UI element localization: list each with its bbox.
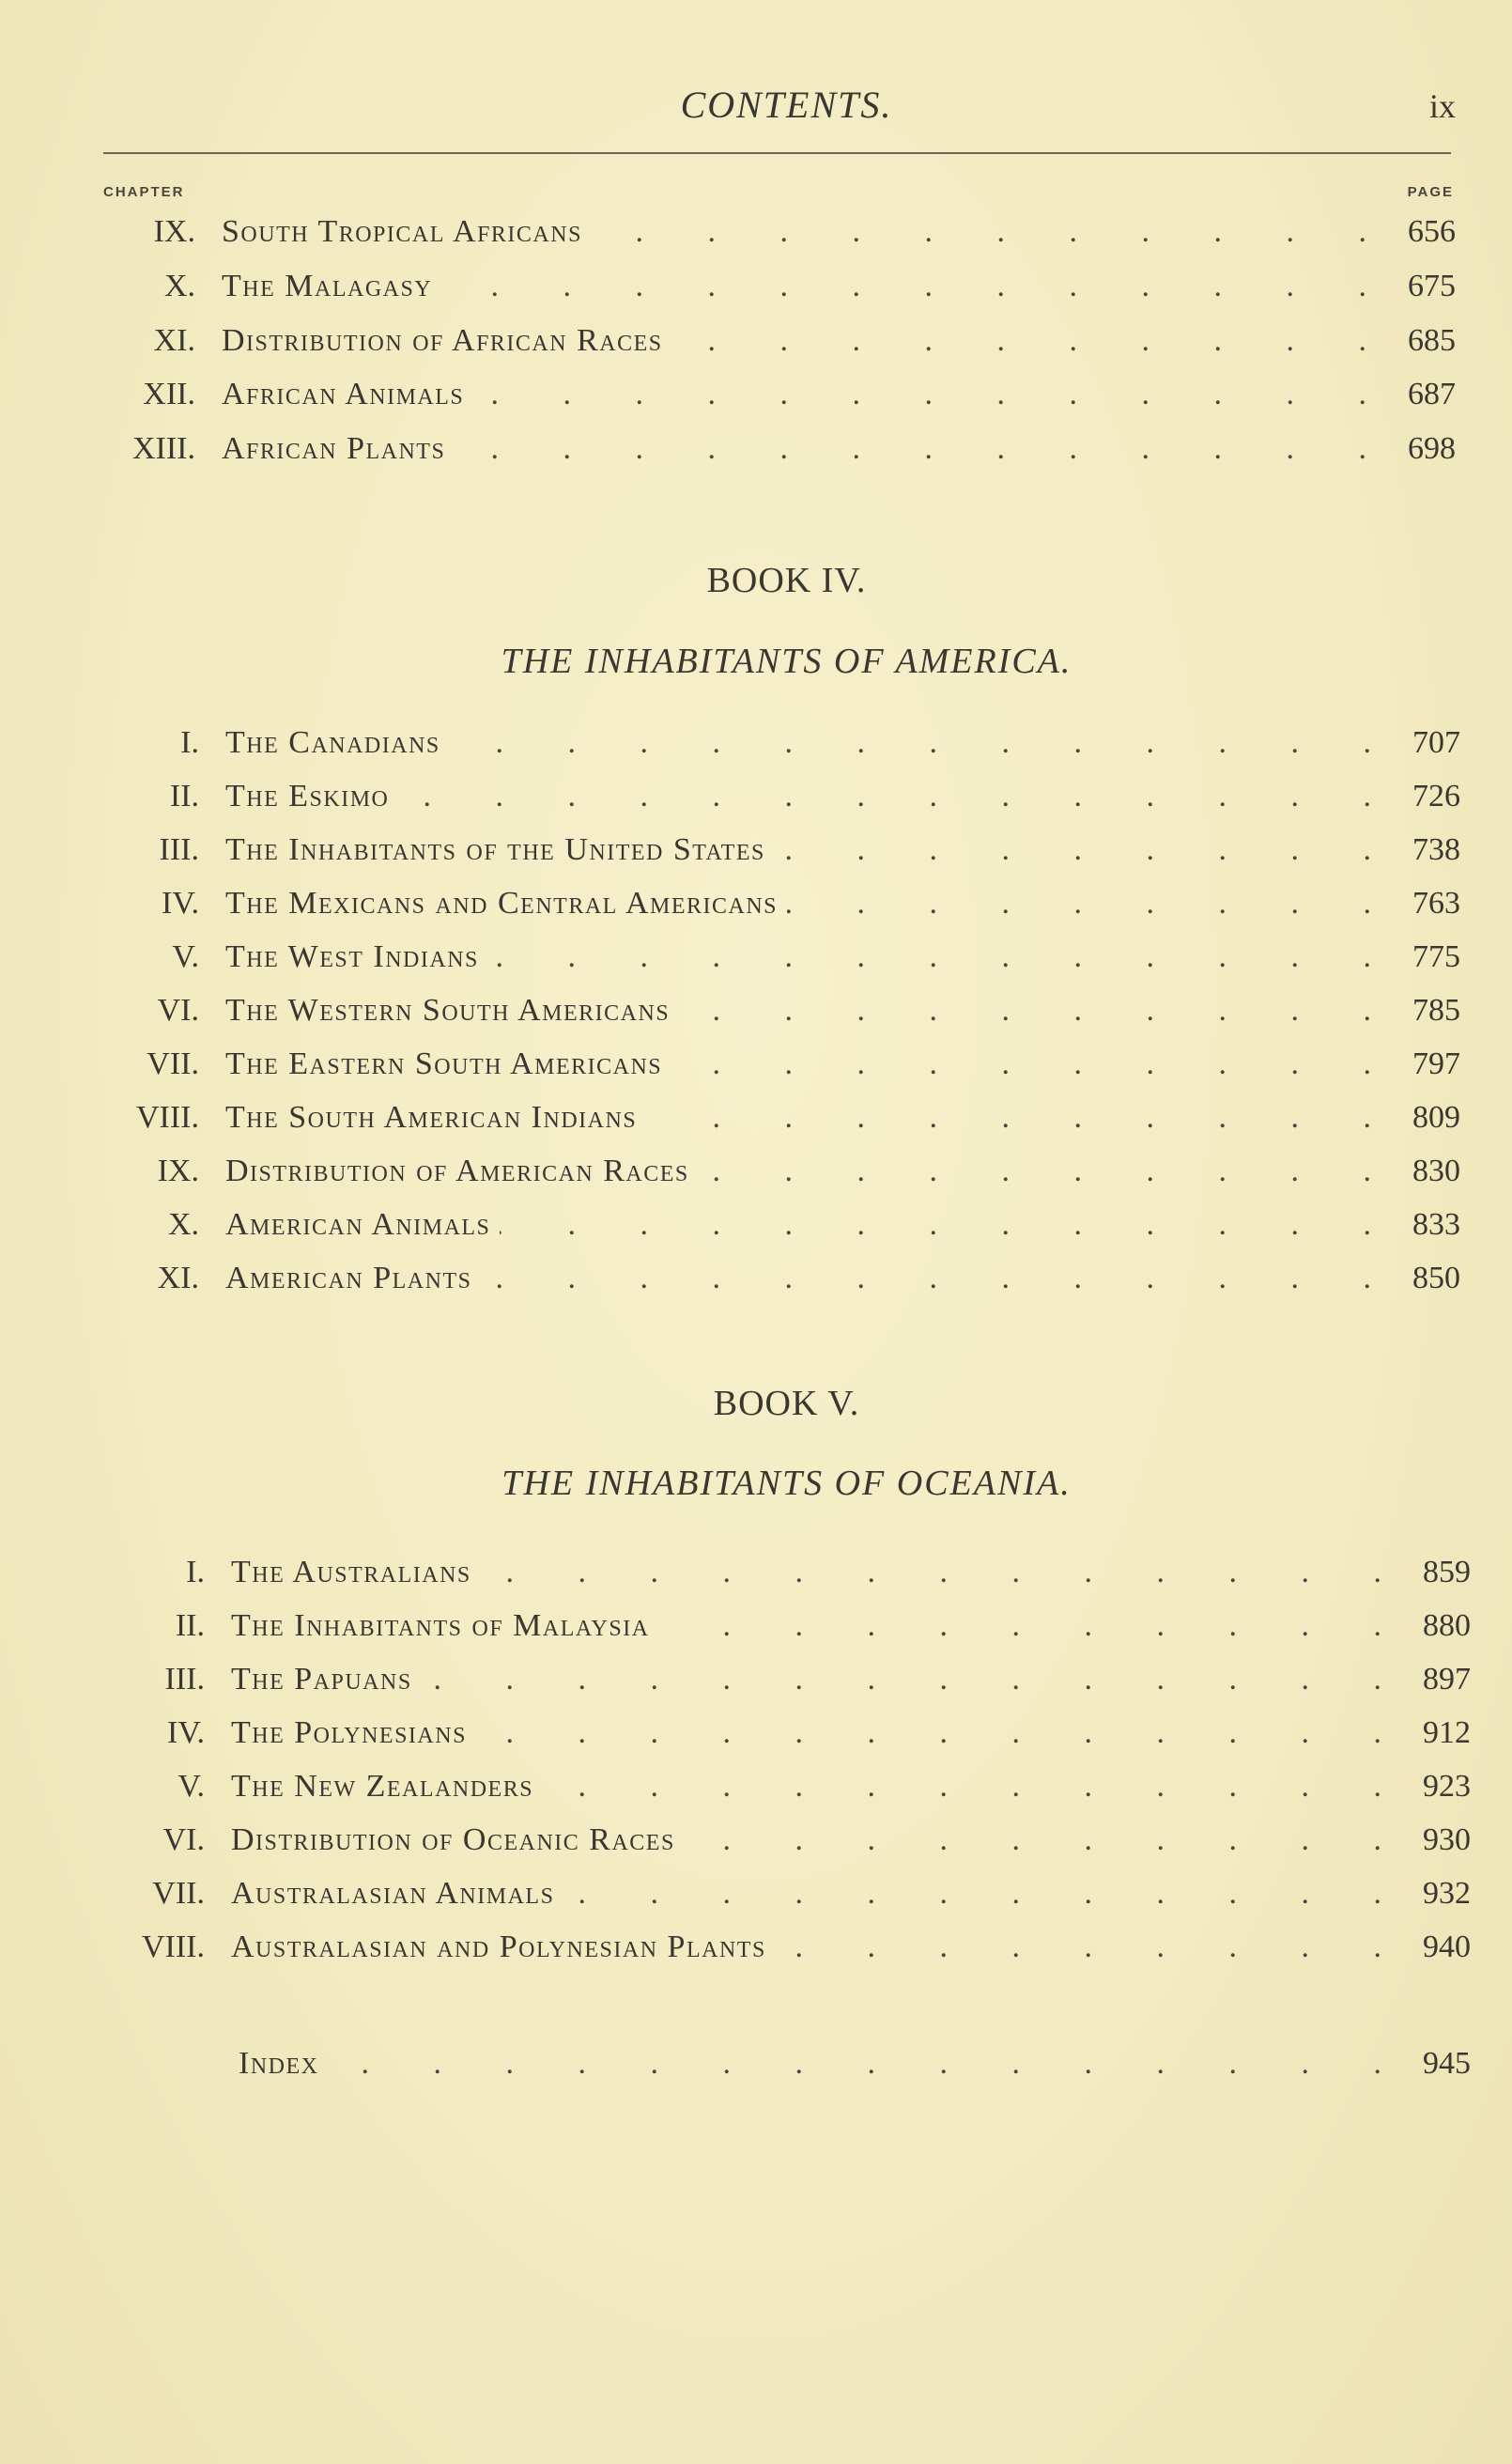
chapter-number: VI.	[157, 993, 199, 1028]
page-reference: 775	[1412, 939, 1460, 974]
chapter-number: X.	[167, 1207, 199, 1242]
toc-entry[interactable]	[94, 984, 1460, 1038]
dot-leader	[481, 1251, 1399, 1306]
page-reference: 940	[1423, 1929, 1471, 1964]
dot-leader	[646, 1091, 1399, 1145]
chapter-title: The Western South Americans	[225, 993, 671, 1028]
book5-subtitle: THE INHABITANTS OF OCEANIA.	[501, 1464, 1072, 1503]
chapter-title: Distribution of Oceanic Races	[231, 1822, 675, 1857]
chapter-number: V.	[172, 939, 199, 974]
chapter-number: IX.	[153, 214, 195, 249]
toc-entry[interactable]	[94, 716, 1460, 770]
dot-leader	[398, 769, 1399, 824]
toc-entry[interactable]	[94, 1599, 1471, 1653]
chapter-title: The Mexicans and Central Americans	[225, 886, 779, 921]
dot-leader	[776, 1920, 1410, 1975]
page-reference: 912	[1423, 1715, 1471, 1750]
chapter-number: X.	[163, 269, 195, 303]
header-rule	[103, 152, 1451, 154]
toc-entry[interactable]	[94, 1813, 1471, 1867]
toc-entry[interactable]	[94, 1545, 1471, 1600]
toc-entry[interactable]	[94, 259, 1456, 314]
chapter-title: The Australians	[231, 1555, 471, 1589]
dot-leader	[473, 367, 1395, 422]
dot-leader	[481, 1545, 1410, 1600]
toc-entry[interactable]	[94, 930, 1460, 984]
page-reference: 897	[1423, 1662, 1471, 1697]
page-reference: 738	[1412, 832, 1460, 867]
toc-entry[interactable]	[94, 1652, 1471, 1707]
chapter-title: African Plants	[222, 431, 446, 466]
chapter-title: The Malagasy	[222, 269, 433, 303]
page-reference: 809	[1412, 1100, 1460, 1135]
chapter-title: African Animals	[222, 377, 465, 411]
page-reference: 656	[1408, 214, 1456, 249]
chapter-title: The Polynesians	[231, 1715, 467, 1750]
dot-leader	[592, 205, 1395, 259]
chapter-number: IV.	[167, 1715, 205, 1750]
page-reference: 685	[1408, 323, 1456, 358]
chapter-title: Australasian Animals	[231, 1876, 555, 1911]
page-reference: 785	[1412, 993, 1460, 1028]
chapter-title: The West Indians	[225, 939, 479, 974]
page-reference: 850	[1412, 1261, 1460, 1295]
book4-subtitle: THE INHABITANTS OF AMERICA.	[501, 642, 1072, 681]
dot-leader	[787, 876, 1399, 931]
page-column-label: PAGE	[1407, 184, 1454, 200]
toc-entry[interactable]	[239, 2037, 1471, 2091]
dot-leader	[685, 1813, 1410, 1867]
dot-leader	[455, 422, 1395, 476]
chapter-title: Distribution of American Races	[225, 1154, 689, 1188]
page-reference: 930	[1423, 1822, 1471, 1857]
page-reference: 698	[1408, 431, 1456, 466]
chapter-number: IX.	[157, 1154, 199, 1188]
toc-entry[interactable]	[94, 1198, 1460, 1252]
chapter-number: XI.	[157, 1261, 199, 1295]
page-reference: 687	[1408, 377, 1456, 411]
page-reference: 763	[1412, 886, 1460, 921]
chapter-number: V.	[177, 1769, 205, 1804]
chapter-title: The Eastern South Americans	[225, 1046, 663, 1081]
chapter-title: Australasian and Polynesian Plants	[231, 1929, 766, 1964]
toc-entry[interactable]	[94, 1867, 1471, 1921]
page-reference: 932	[1423, 1876, 1471, 1911]
dot-leader	[659, 1599, 1410, 1653]
dot-leader	[543, 1759, 1410, 1814]
toc-entry[interactable]	[94, 367, 1456, 422]
chapter-number: VI.	[162, 1822, 205, 1857]
chapter-number: XIII.	[131, 431, 195, 466]
chapter-number: II.	[175, 1608, 205, 1643]
chapter-number: III.	[164, 1662, 205, 1697]
page-reference: 707	[1412, 725, 1460, 760]
chapter-title: The Eskimo	[225, 779, 390, 814]
toc-entry[interactable]	[94, 876, 1460, 931]
dot-leader	[671, 1037, 1399, 1092]
chapter-number: XII.	[143, 377, 195, 411]
chapter-title: South Tropical Africans	[222, 214, 582, 249]
page-reference: 859	[1423, 1555, 1471, 1589]
page-reference: 797	[1412, 1046, 1460, 1081]
chapter-number: VIII.	[135, 1100, 199, 1135]
dot-leader	[476, 1706, 1410, 1760]
chapter-number: VIII.	[141, 1929, 205, 1964]
toc-entry[interactable]	[94, 1037, 1460, 1092]
dot-leader	[775, 823, 1399, 877]
chapter-title: American Animals	[225, 1207, 491, 1242]
chapter-title: The Papuans	[231, 1662, 412, 1697]
chapter-title: The Canadians	[225, 725, 440, 760]
toc-entry[interactable]	[94, 1091, 1460, 1145]
page-reference: 675	[1408, 269, 1456, 303]
dot-leader	[563, 1867, 1410, 1921]
book5-heading: BOOK V.	[713, 1384, 860, 1423]
chapter-number: IV.	[162, 886, 199, 921]
dot-leader	[450, 716, 1399, 770]
toc-entry[interactable]	[94, 1144, 1460, 1199]
dot-leader	[328, 2037, 1410, 2091]
chapter-title: The Inhabitants of the United States	[225, 832, 765, 867]
dot-leader	[679, 984, 1399, 1038]
dot-leader	[441, 259, 1395, 314]
dot-leader	[672, 314, 1395, 368]
toc-entry[interactable]	[94, 1706, 1471, 1760]
toc-entry[interactable]	[94, 769, 1460, 824]
toc-entry[interactable]	[94, 1251, 1460, 1306]
dot-leader	[500, 1198, 1399, 1252]
chapter-number: VII.	[147, 1046, 199, 1081]
chapter-number: II.	[169, 779, 199, 814]
chapter-number: VII.	[152, 1876, 205, 1911]
toc-entry[interactable]	[94, 823, 1460, 877]
toc-entry[interactable]	[94, 314, 1456, 368]
chapter-number: I.	[180, 725, 199, 760]
dot-leader	[488, 930, 1399, 984]
chapter-number: III.	[159, 832, 199, 867]
page-reference: 726	[1412, 779, 1460, 814]
chapter-title: The South American Indians	[225, 1100, 638, 1135]
page-reference: 880	[1423, 1608, 1471, 1643]
page-reference: 833	[1412, 1207, 1460, 1242]
book4-heading: BOOK IV.	[706, 561, 867, 600]
toc-entry[interactable]	[94, 422, 1456, 476]
chapter-number: I.	[186, 1555, 205, 1589]
dot-leader	[422, 1652, 1410, 1707]
chapter-title: The Inhabitants of Malaysia	[231, 1608, 650, 1643]
toc-entry[interactable]	[94, 1920, 1471, 1975]
chapter-column-label: CHAPTER	[103, 184, 185, 200]
chapter-title: American Plants	[225, 1261, 472, 1295]
chapter-title: Distribution of African Races	[222, 323, 663, 358]
dot-leader	[699, 1144, 1399, 1199]
toc-entry[interactable]	[94, 1759, 1471, 1814]
running-title: CONTENTS.	[680, 84, 893, 126]
chapter-title: Index	[239, 2046, 319, 2081]
running-head	[0, 83, 1512, 130]
page-reference: 830	[1412, 1154, 1460, 1188]
toc-entry[interactable]	[94, 205, 1456, 259]
page-number: ix	[1428, 87, 1456, 125]
chapter-title: The New Zealanders	[231, 1769, 534, 1804]
page-reference: 923	[1423, 1769, 1471, 1804]
page-reference: 945	[1423, 2046, 1471, 2081]
chapter-number: XI.	[153, 323, 195, 358]
